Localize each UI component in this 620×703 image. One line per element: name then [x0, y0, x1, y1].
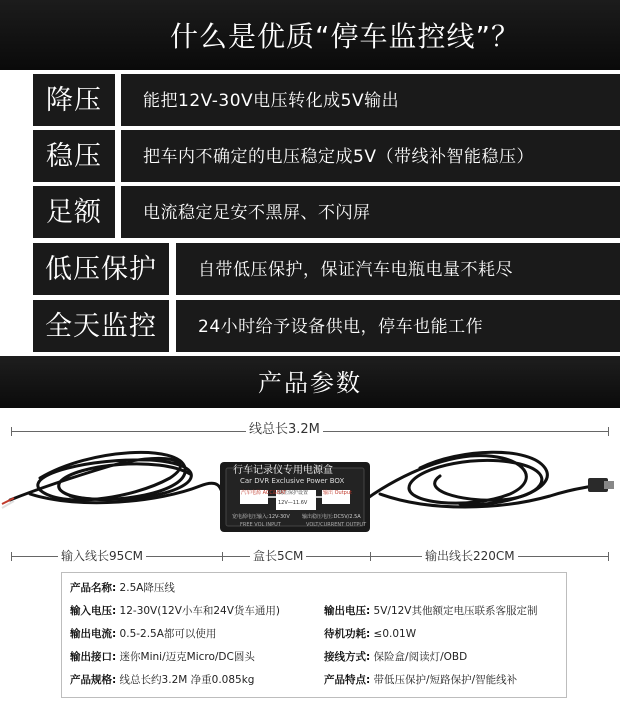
feature-label: 足额 — [33, 186, 115, 238]
box-output-tag: 输出 Output — [323, 490, 352, 496]
spec-item: 产品名称: 2.5A降压线 — [70, 582, 175, 594]
dim-tick — [11, 427, 12, 436]
feature-row-4 — [0, 243, 620, 295]
box-range-label: 12V—11.6V — [278, 500, 308, 506]
box-protect-label: 低压保护设置 — [278, 490, 309, 496]
dim-tick — [608, 427, 609, 436]
spec-item: 输出接口: 迷你Mini/迈克Micro/DC圆头 — [70, 651, 255, 663]
dim-tick — [370, 552, 371, 561]
box-title: 行车记录仪专用电源盒 — [233, 465, 333, 476]
dim-tick — [11, 552, 12, 561]
feature-desc: 电流稳定足安不黑屏、不闪屏 — [121, 186, 620, 238]
spec-item: 产品规格: 线总长约3.2M 净重0.085kg — [70, 674, 255, 686]
dim-tick — [608, 552, 609, 561]
feature-label: 低压保护 — [33, 243, 169, 295]
total-length-label: 线总长3.2M — [246, 422, 323, 438]
input-length-label: 输入线长95CM — [58, 548, 146, 564]
spec-item: 输出电压: 5V/12V其他额定电压联系客服定制 — [324, 605, 538, 617]
spec-table — [61, 572, 567, 698]
feature-desc: 把车内不确定的电压稳定成5V（带线补智能稳压） — [121, 130, 620, 182]
box-bottom-left-en: FREE VOL INPUT — [240, 522, 281, 528]
output-length-label: 输出线长220CM — [422, 548, 518, 564]
box-length-label: 盒长5CM — [250, 548, 306, 564]
feature-row-2 — [0, 130, 620, 182]
feature-row-3 — [0, 186, 620, 238]
feature-label: 稳压 — [33, 130, 115, 182]
feature-label: 降压 — [33, 74, 115, 126]
box-subtitle: Car DVR Exclusive Power BOX — [240, 477, 345, 485]
dim-tick — [222, 552, 223, 561]
feature-desc: 能把12V-30V电压转化成5V输出 — [121, 74, 620, 126]
spec-item: 输入电压: 12-30V(12V小车和24V货车通用) — [70, 605, 281, 617]
spec-item: 接线方式: 保险盒/阅读灯/OBD — [324, 651, 468, 663]
spec-item: 输出电流: 0.5-2.5A都可以使用 — [70, 628, 217, 640]
feature-label: 全天监控 — [33, 300, 169, 352]
spec-item: 待机功耗: ≤0.01W — [324, 628, 417, 640]
box-bottom-left: 宽电源电压输入:12V-30V — [232, 514, 290, 520]
box-bottom-right-en: VOLT/CURRENT OUTPUT — [306, 522, 367, 528]
feature-row-5 — [0, 300, 620, 352]
box-bottom-right: 输出稳压电压:DC5V/2.5A — [302, 514, 361, 520]
params-title: 产品参数 — [0, 356, 620, 408]
feature-desc: 24小时给予设备供电，停车也能工作 — [176, 300, 620, 352]
feature-row-1 — [0, 74, 620, 126]
box-input-tag: 汽车电源 ACC&BAT — [241, 490, 287, 496]
page-title: 什么是优质“停车监控线”？ — [169, 20, 520, 53]
product-image — [0, 438, 620, 548]
spec-item: 产品特点: 带低压保护/短路保护/智能线补 — [324, 674, 518, 686]
feature-desc: 自带低压保护，保证汽车电瓶电量不耗尽 — [176, 243, 620, 295]
